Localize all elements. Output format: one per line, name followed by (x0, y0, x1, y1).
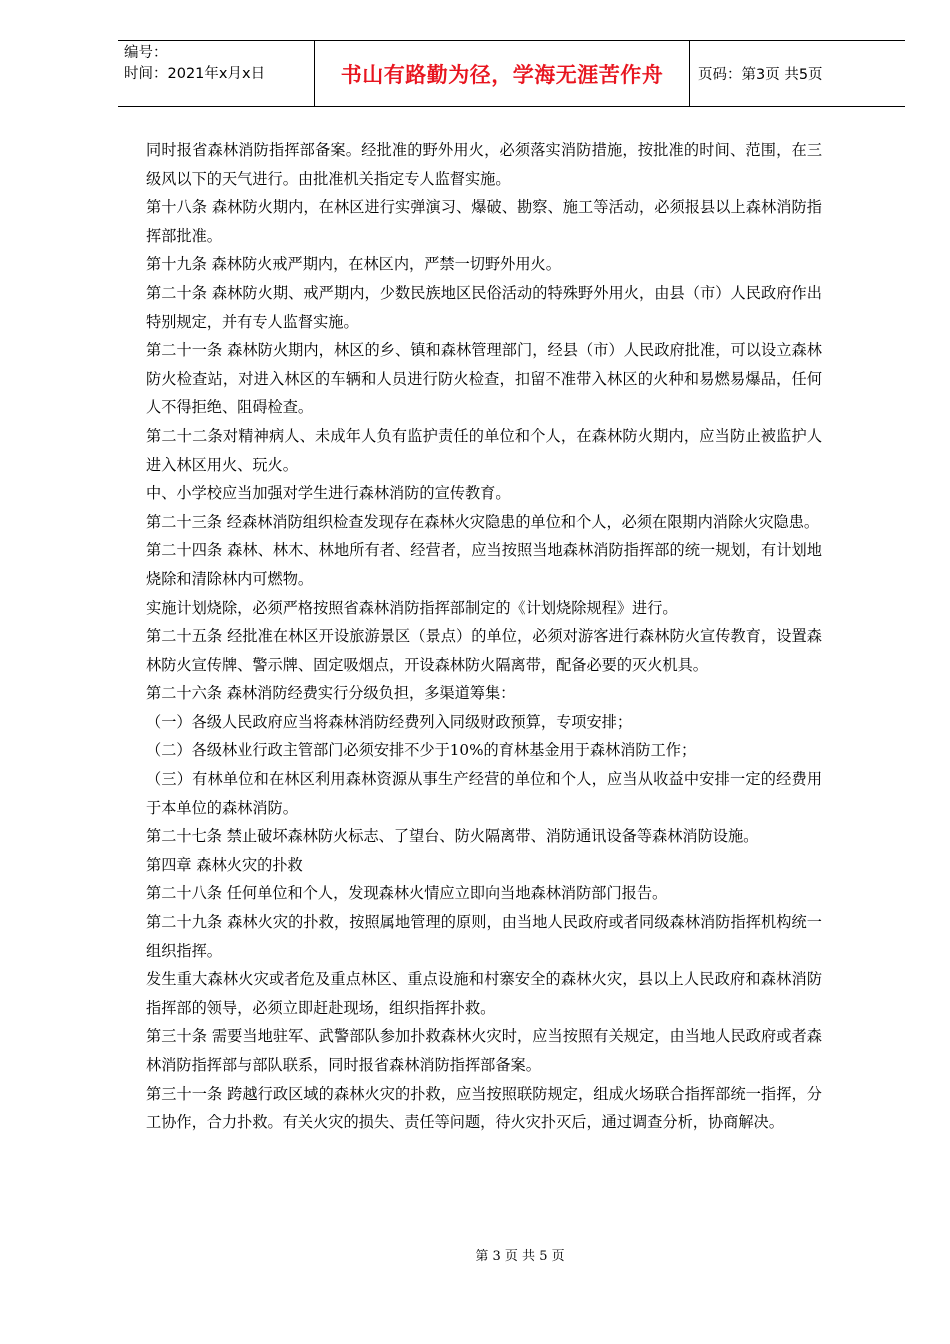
document-body (146, 136, 822, 1137)
page-header (118, 40, 905, 107)
paragraph: 中、小学校应当加强对学生进行森林消防的宣传教育。 (146, 484, 511, 503)
paragraph: 第二十五条 经批准在林区开设旅游景区（景点）的单位，必须对游客进行森林防火宣传教育，设置森林防火宣传牌、警示牌、固定吸烟点，开设森林防火隔离带，配备必要的灭火机具。 (146, 627, 822, 674)
paragraph: 第二十八条 任何单位和个人，发现森林火情应立即向当地森林消防部门报告。 (146, 884, 668, 903)
document-time-label: 时间：2021年x月x日 (124, 66, 266, 82)
paragraph: 第二十一条 森林防火期内，林区的乡、镇和森林管理部门，经县（市）人民政府批准，可以设立森林防火检查站，对进入林区的车辆和人员进行防火检查，扣留不准带入林区的火种和易燃易爆品，任何人不得拒绝、阻碍检查。 (146, 341, 822, 417)
paragraph: 第三十一条 跨越行政区域的森林火灾的扑救，应当按照联防规定，组成火场联合指挥部统一指挥，分工协作，合力扑救。有关火灾的损失、责任等问题，待火灾扑灭后，通过调查分析，协商解决。 (146, 1084, 822, 1132)
list-item: （一）各级人民政府应当将森林消防经费列入同级财政预算，专项安排； (146, 712, 632, 731)
header-meta (118, 41, 315, 106)
paragraph: 第二十条 森林防火期、戒严期内，少数民族地区民俗活动的特殊野外用火，由县（市）人民政府作出特别规定，并有专人监督实施。 (146, 283, 822, 331)
paragraph: 第二十四条 森林、林木、林地所有者、经营者，应当按照当地森林消防指挥部的统一规划，有计划地烧除和清除林内可燃物。 (146, 541, 822, 588)
document-number-label: 编号： (124, 45, 168, 61)
paragraph: 实施计划烧除，必须严格按照省森林消防指挥部制定的《计划烧除规程》进行。 (146, 598, 678, 617)
page-footer: 第 3 页 共 5 页 (475, 1249, 565, 1264)
paragraph: 第二十二条对精神病人、未成年人负有监护责任的单位和个人，在森林防火期内，应当防止被监护人进入林区用火、玩火。 (146, 426, 822, 474)
list-item: （二）各级林业行政主管部门必须安排不少于10%的育林基金用于森林消防工作； (146, 741, 697, 760)
list-item: （三）有林单位和在林区利用森林资源从事生产经营的单位和个人，应当从收益中安排一定的经费用于本单位的森林消防。 (146, 770, 822, 817)
paragraph: 第三十条 需要当地驻军、武警部队参加扑救森林火灾时，应当按照有关规定，由当地人民政府或者森林消防指挥部与部队联系，同时报省森林消防指挥部备案。 (146, 1027, 822, 1074)
header-page-info: 页码：第3页 共5页 (698, 67, 823, 83)
paragraph: 第十八条 森林防火期内，在林区进行实弹演习、爆破、勘察、施工等活动，必须报县以上森林消防指挥部批准。 (146, 198, 822, 245)
paragraph: 第十九条 森林防火戒严期内，在林区内，严禁一切野外用火。 (146, 255, 561, 274)
paragraph: 第二十三条 经森林消防组织检查发现存在森林火灾隐患的单位和个人，必须在限期内消除火灾隐患。 (146, 512, 820, 531)
paragraph: 第二十七条 禁止破坏森林防火标志、了望台、防火隔离带、消防通讯设备等森林消防设施。 (146, 827, 759, 846)
header-motto: 书山有路勤为径，学海无涯苦作舟 (315, 41, 690, 106)
paragraph: 发生重大森林火灾或者危及重点林区、重点设施和村寨安全的森林火灾，县以上人民政府和森林消防指挥部的领导，必须立即赶赴现场，组织指挥扑救。 (146, 970, 822, 1017)
paragraph: 第二十六条 森林消防经费实行分级负担，多渠道筹集： (146, 684, 516, 703)
paragraph: 第二十九条 森林火灾的扑救，按照属地管理的原则，由当地人民政府或者同级森林消防指挥机构统一组织指挥。 (146, 913, 822, 960)
paragraph: 同时报省森林消防指挥部备案。经批准的野外用火，必须落实消防措施，按批准的时间、范围，在三级风以下的天气进行。由批准机关指定专人监督实施。 (146, 141, 822, 188)
chapter-heading: 第四章 森林火灾的扑救 (146, 855, 303, 874)
